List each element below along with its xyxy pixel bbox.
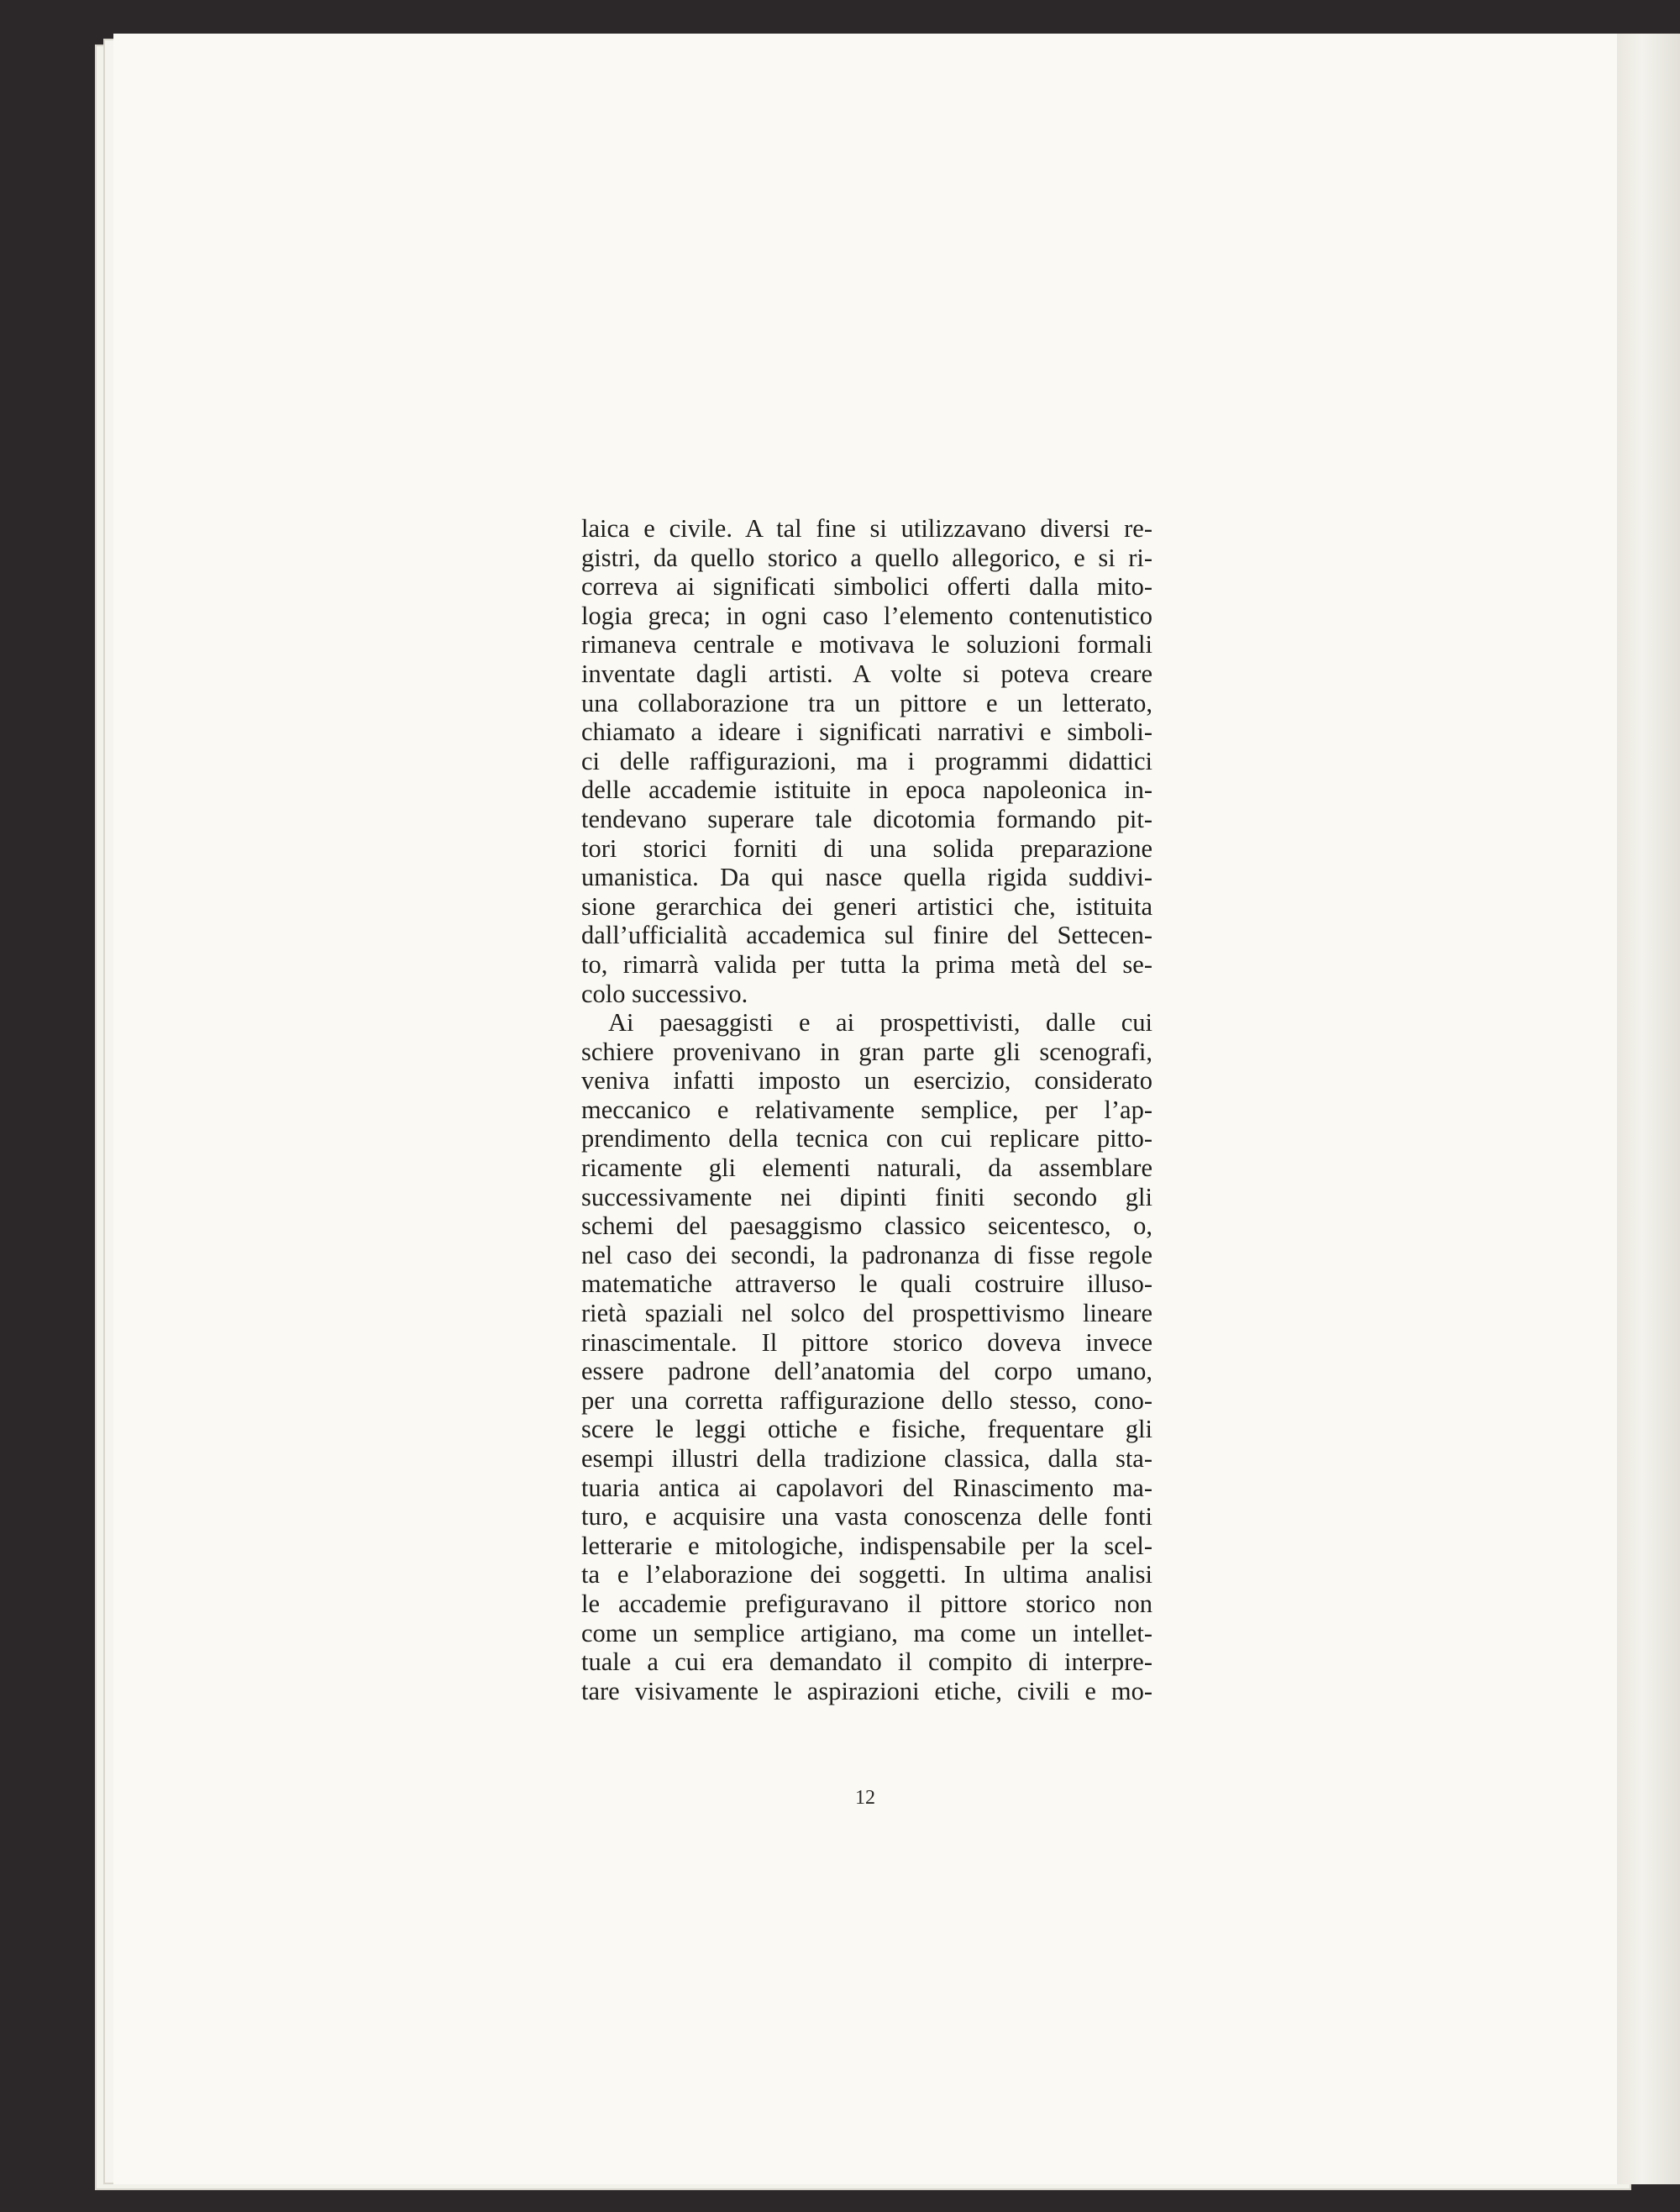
text-line: dall’ufficialità accademica sul finire del Settecen- [581,921,1152,950]
text-line: come un semplice artigiano, ma come un intellet- [581,1618,1152,1647]
text-line: inventate dagli artisti. A volte si poteva creare [581,659,1152,688]
page-number: 12 [855,1787,875,1809]
text-line: ricamente gli elementi naturali, da assemblare [581,1153,1152,1183]
text-line: meccanico e relativamente semplice, per l’ap- [581,1095,1152,1124]
text-line: schemi del paesaggismo classico seicentesco, o, [581,1211,1152,1241]
text-line: ci delle raffigurazioni, ma i programmi didattici [581,746,1152,775]
paragraph-1 [581,514,1152,1008]
text-line: tori storici forniti di una solida preparazione [581,833,1152,863]
page-edge-shadow [1617,34,1680,2184]
text-line: letterarie e mitologiche, indispensabile per la scel- [581,1531,1152,1560]
text-line: essere padrone dell’anatomia del corpo umano, [581,1357,1152,1386]
text-line: matematiche attraverso le quali costruire illuso- [581,1269,1152,1299]
text-line: esempi illustri della tradizione classica, dalla sta- [581,1444,1152,1473]
text-line: chiamato a ideare i significati narrativi e simboli- [581,717,1152,747]
body-text [581,514,1152,1705]
text-line: tare visivamente le aspirazioni etiche, civili e mo- [581,1676,1152,1705]
text-line: logia greca; in ogni caso l’elemento contenutistico [581,601,1152,630]
text-line: colo successivo. [581,979,748,1008]
text-line: to, rimarrà valida per tutta la prima metà del se- [581,949,1152,979]
text-line: laica e civile. A tal fine si utilizzavano diversi re- [581,514,1152,543]
text-line: umanistica. Da qui nasce quella rigida suddivi- [581,863,1152,892]
text-line: correva ai significati simbolici offerti dalla mito- [581,572,1152,602]
text-line: una collaborazione tra un pittore e un letterato, [581,688,1152,717]
text-line: successivamente nei dipinti finiti secondo gli [581,1182,1152,1211]
text-line: schiere provenivano in gran parte gli scenografi, [581,1037,1152,1066]
text-line: rietà spaziali nel solco del prospettivismo lineare [581,1299,1152,1328]
text-line: rimaneva centrale e motivava le soluzioni formali [581,630,1152,659]
text-line: gistri, da quello storico a quello allegorico, e si ri- [581,543,1152,572]
text-line: per una corretta raffigurazione dello stesso, cono- [581,1385,1152,1415]
text-line: delle accademie istituite in epoca napoleonica in- [581,775,1152,805]
text-line: tendevano superare tale dicotomia formando pit- [581,804,1152,833]
text-line: le accademie prefiguravano il pittore storico non [581,1589,1152,1618]
text-line: tuale a cui era demandato il compito di interpre- [581,1647,1152,1677]
text-line: veniva infatti imposto un esercizio, considerato [581,1066,1152,1095]
text-line: Ai paesaggisti e ai prospettivisti, dalle cui [608,1008,1152,1038]
text-line: prendimento della tecnica con cui replicare pitto- [581,1124,1152,1153]
text-line: sione gerarchica dei generi artistici che, istituita [581,891,1152,921]
text-line: tuaria antica ai capolavori del Rinascimento ma- [581,1473,1152,1502]
text-line: ta e l’elaborazione dei soggetti. In ultima analisi [581,1560,1152,1589]
text-line: nel caso dei secondi, la padronanza di fisse regole [581,1240,1152,1269]
text-line: scere le leggi ottiche e fisiche, frequentare gli [581,1415,1152,1444]
text-line: turo, e acquisire una vasta conoscenza delle fonti [581,1502,1152,1532]
paragraph-2 [581,1008,1152,1705]
text-line: rinascimentale. Il pittore storico doveva invece [581,1327,1152,1357]
